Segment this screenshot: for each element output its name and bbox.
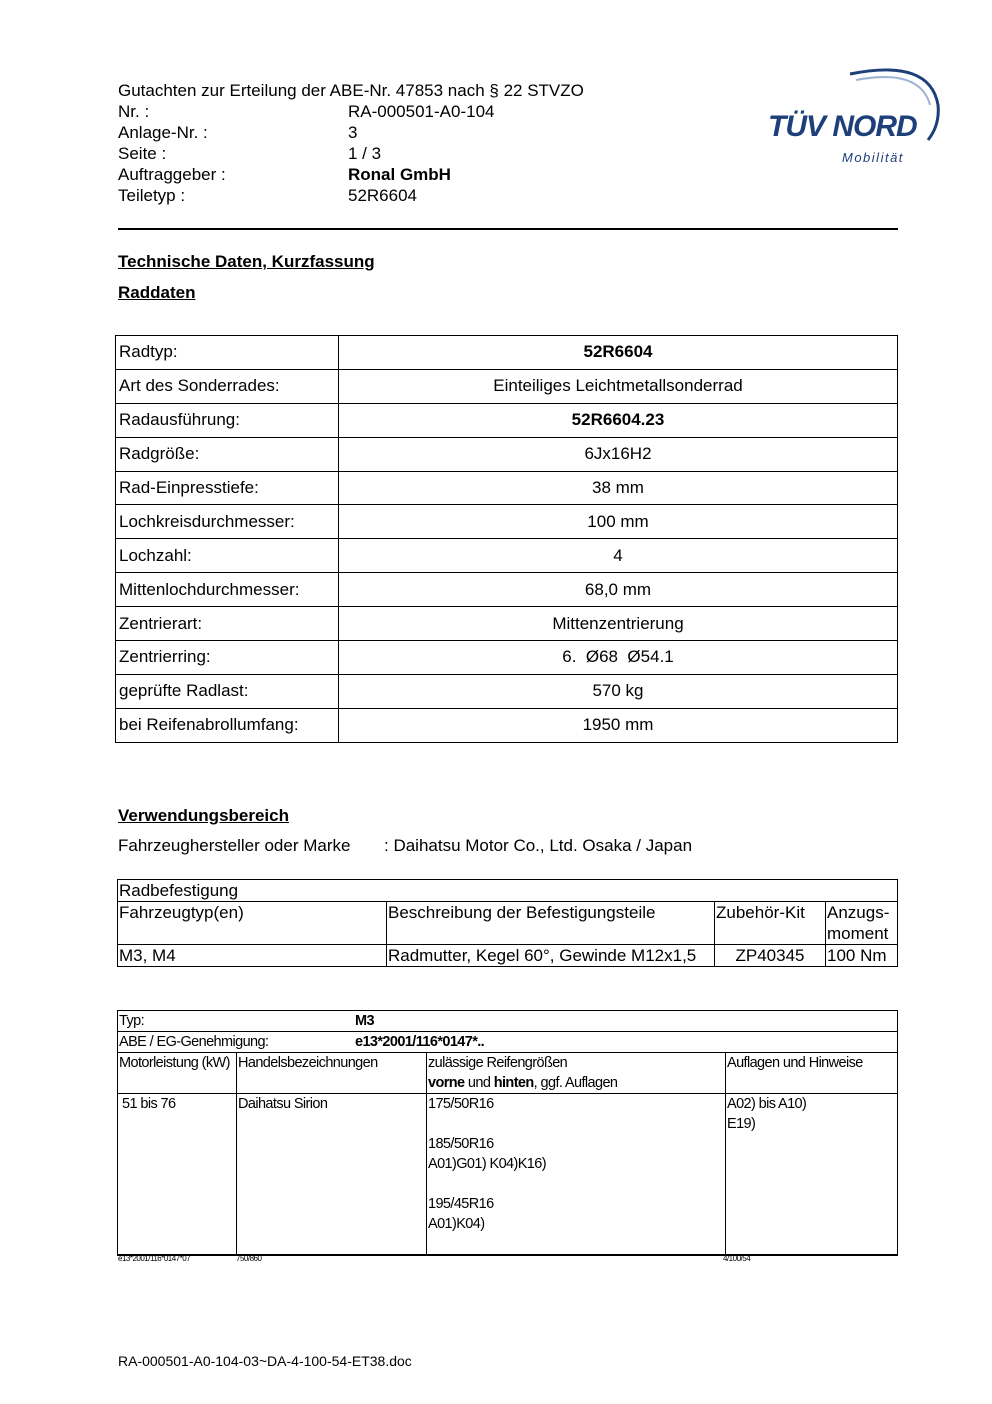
tire-notes: A01)G01) K04)K16) [428,1156,546,1172]
vehicle-type-cell [118,1011,898,1032]
wheel-label: Radtyp: [116,336,339,370]
tire-size: 175/50R16 [428,1096,494,1112]
tire-notes: A01)K04) [428,1216,485,1232]
section-heading-raddaten: Raddaten [118,283,196,302]
footnote-ref: 4/100/54 [723,1254,751,1263]
table-row [116,539,898,573]
header-label: Auftraggeber : [118,165,226,184]
vehicle-handel: Daihatsu Sirion [237,1094,427,1256]
logo-brand: TÜV NORD [768,110,917,143]
tire-size: 195/45R16 [428,1196,494,1212]
vehicle-header-auflagen: Auflagen und Hinweise [726,1053,898,1094]
table-row [116,505,898,539]
footnote-code: 750/860 [236,1254,262,1263]
table-row [116,573,898,607]
document-header [118,80,584,206]
vehicle-type-label: Typ: [119,1013,144,1029]
header-value: 3 [348,123,358,142]
vehicle-table [117,1010,898,1256]
tuev-nord-logo [760,60,950,175]
header-row-anlage [118,122,584,143]
header-row-auftraggeber [118,164,584,185]
reifen-header-vorne: vorne [428,1075,465,1091]
header-label: Anlage-Nr. : [118,123,208,142]
mounting-header: Beschreibung der Befestigungsteile [387,902,715,945]
table-row [116,403,898,437]
vehicle-header-motor: Motorleistung (kW) [118,1053,237,1094]
manufacturer-line [118,836,692,856]
reifen-header-und: und [464,1075,494,1091]
auflagen-line: E19) [727,1116,756,1132]
header-value: Ronal GmbH [348,165,451,184]
wheel-label: Art des Sonderrades: [116,369,339,403]
mounting-description: Radmutter, Kegel 60°, Gewinde M12x1,5 [387,945,715,967]
header-label: Nr. : [118,102,150,121]
table-row [118,1032,898,1053]
table-row [118,902,898,945]
vehicle-motor [118,1094,237,1256]
table-row [116,708,898,742]
vehicle-header-reifen [427,1053,726,1094]
table-row [116,336,898,370]
wheel-data-table [115,335,898,743]
wheel-label: Radausführung: [116,403,339,437]
wheel-value: 100 mm [339,505,898,539]
header-label: Teiletyp : [118,186,186,205]
reifen-header-hinten: hinten [493,1075,534,1091]
wheel-value: 1950 mm [339,708,898,742]
section-heading-usage: Verwendungsbereich [118,806,289,825]
table-row [116,674,898,708]
manufacturer-label: Fahrzeughersteller oder Marke [118,836,351,855]
mounting-title: Radbefestigung [118,880,898,902]
mounting-header: Anzugs-moment [826,902,898,945]
vehicle-motor-value: 51 bis 76 [122,1096,176,1112]
manufacturer-value: : Daihatsu Motor Co., Ltd. Osaka / Japan [384,836,693,855]
wheel-value: 52R6604.23 [339,403,898,437]
wheel-value: 6Jx16H2 [339,437,898,471]
table-row [116,641,898,675]
table-row [118,1053,898,1094]
header-value: 1 / 3 [348,144,382,163]
mounting-header: Fahrzeugtyp(en) [118,902,387,945]
wheel-value: 68,0 mm [339,573,898,607]
wheel-value: 52R6604 [339,336,898,370]
vehicle-abe-value: e13*2001/116*0147*.. [355,1034,485,1050]
table-row [116,437,898,471]
wheel-label: geprüfte Radlast: [116,674,339,708]
table-row [118,880,898,902]
mounting-table [117,879,898,967]
vehicle-tires [427,1094,726,1256]
reifen-header-line1: zulässige Reifengrößen [428,1055,568,1071]
wheel-label: bei Reifenabrollumfang: [116,708,339,742]
header-divider [118,228,898,230]
header-row-seite [118,143,584,164]
table-row [116,471,898,505]
table-row [116,369,898,403]
vehicle-auflagen [726,1094,898,1256]
wheel-label: Lochzahl: [116,539,339,573]
wheel-label: Rad-Einpresstiefe: [116,471,339,505]
auflagen-line: A02) bis A10) [727,1096,807,1112]
wheel-value: 6. Ø68 Ø54.1 [339,641,898,675]
wheel-value: 4 [339,539,898,573]
tire-spacer [428,1174,724,1194]
tire-spacer [428,1114,724,1134]
vehicle-type-value: M3 [355,1013,374,1029]
wheel-value: Einteiliges Leichtmetallsonderrad [339,369,898,403]
wheel-label: Zentrierart: [116,607,339,641]
table-row [118,1094,898,1256]
document-title: Gutachten zur Erteilung der ABE-Nr. 47853 nach § 22 STVZO [118,81,584,100]
wheel-label: Lochkreisdurchmesser: [116,505,339,539]
wheel-label: Zentrierring: [116,641,339,675]
section-heading-tech: Technische Daten, Kurzfassung [118,252,375,271]
vehicle-abe-cell [118,1032,898,1053]
reifen-header-rest: , ggf. Auflagen [533,1075,618,1091]
header-value: 52R6604 [348,186,418,205]
footnote-abe: e13*2001/116*0147*07 [118,1254,191,1263]
table-row [116,607,898,641]
tire-size: 185/50R16 [428,1136,494,1152]
mounting-torque: 100 Nm [826,945,898,967]
wheel-label: Radgröße: [116,437,339,471]
table-row [118,945,898,967]
wheel-value: 38 mm [339,471,898,505]
logo-subtitle: Mobilität [842,150,904,165]
document-footer: RA-000501-A0-104-03~DA-4-100-54-ET38.doc [118,1353,412,1369]
header-value: RA-000501-A0-104 [348,102,495,121]
mounting-types: M3, M4 [118,945,387,967]
table-row [118,1011,898,1032]
mounting-kit: ZP40345 [715,945,826,967]
mounting-header: Zubehör-Kit [715,902,826,945]
vehicle-header-handel: Handelsbezeichnungen [237,1053,427,1094]
wheel-value: Mittenzentrierung [339,607,898,641]
header-row-nr [118,101,584,122]
header-label: Seite : [118,144,167,163]
wheel-label: Mittenlochdurchmesser: [116,573,339,607]
vehicle-abe-label: ABE / EG-Genehmigung: [119,1034,269,1050]
wheel-value: 570 kg [339,674,898,708]
header-row-teiletyp [118,185,584,206]
